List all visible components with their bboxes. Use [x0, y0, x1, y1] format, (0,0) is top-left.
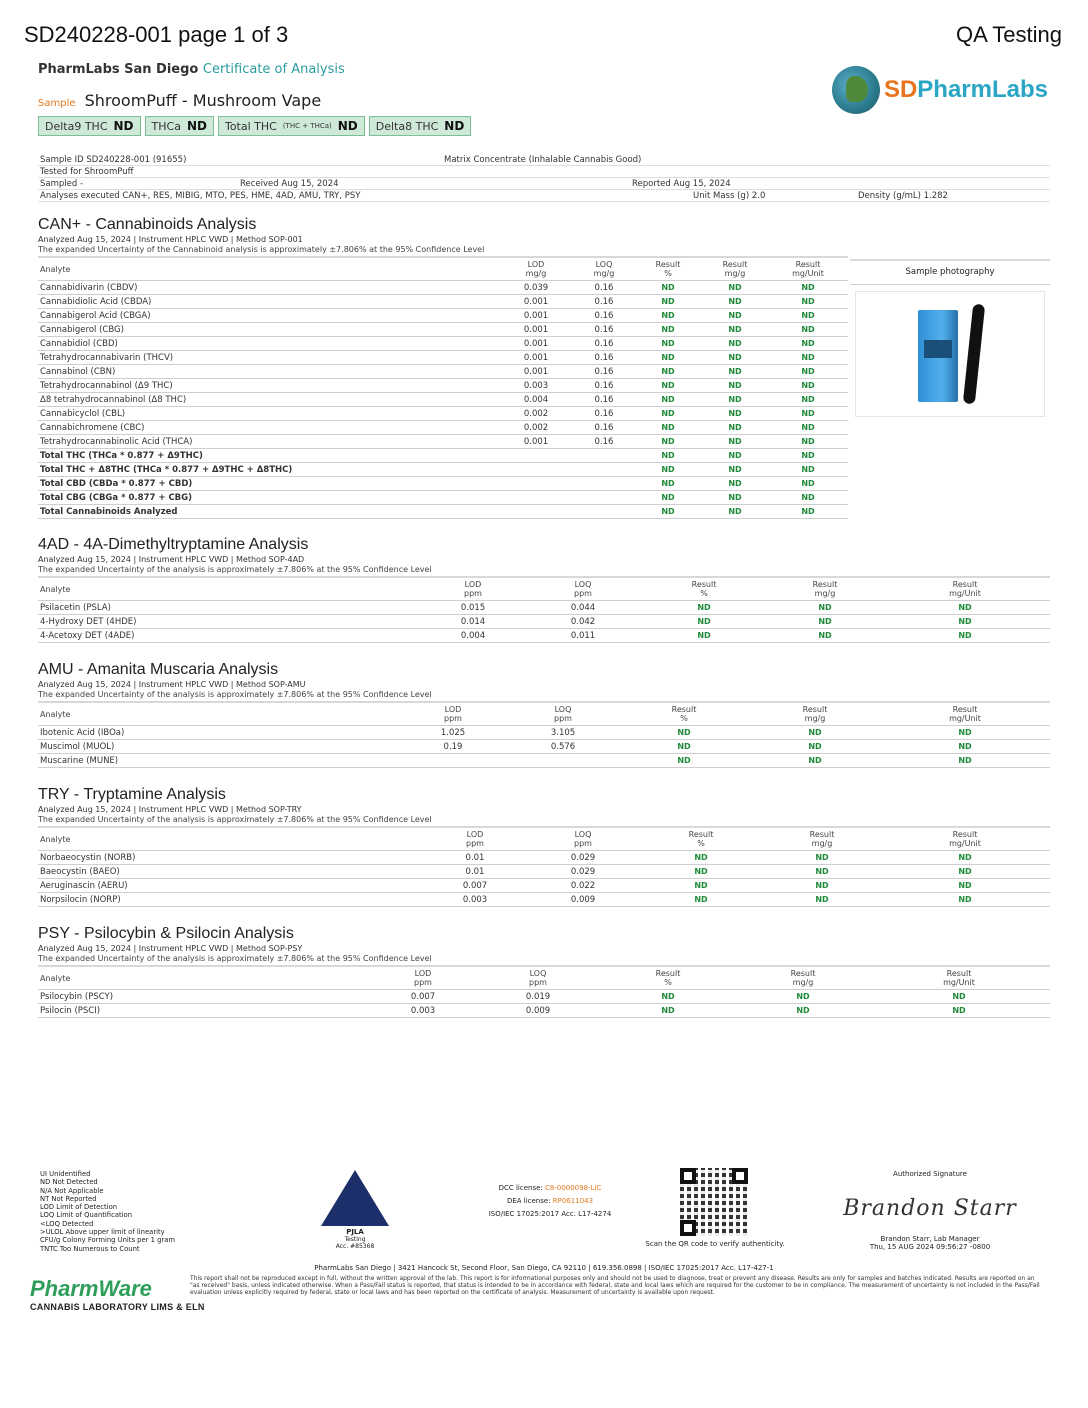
psy-header-cell: Result mg/Unit [943, 969, 975, 987]
psy-header-cell: Analyte [40, 973, 71, 983]
license-info: DCC license: C8-0000098-LIC DEA license: RP0611043 ISO/IEC 17025:2017 Acc. L17-4274 [488, 1184, 612, 1218]
psy-title: PSY - Psilocybin & Psilocin Analysis [38, 925, 294, 942]
table-row: Cannabichromene (CBC) 0.002 0.16 ND ND ND [38, 421, 848, 435]
can-title: CAN+ - Cannabinoids Analysis [38, 216, 257, 233]
table-row: Norpsilocin (NORP) 0.003 0.009 ND ND ND [38, 893, 1050, 907]
table-row: Tetrahydrocannabinolic Acid (THCA) 0.001 0.16 ND ND ND [38, 435, 848, 449]
sample-photo [855, 291, 1045, 417]
psy-table [38, 965, 1050, 1018]
table-row: Total CBG (CBGa * 0.877 + CBG) ND ND ND [38, 491, 848, 505]
table-row: Cannabigerol (CBG) 0.001 0.16 ND ND ND [38, 323, 848, 337]
4ad-title: 4AD - 4A-Dimethyltryptamine Analysis [38, 536, 309, 553]
amu-header-cell: Analyte [40, 709, 71, 719]
table-row: Δ8 tetrahydrocannabinol (Δ8 THC) 0.004 0.16 ND ND ND [38, 393, 848, 407]
psy-header-cell: Result mg/g [790, 969, 816, 987]
table-row: Total THC (THCa * 0.877 + Δ9THC) ND ND ND [38, 449, 848, 463]
legend-item: CFU/g Colony Forming Units per 1 gram [40, 1236, 175, 1245]
table-row: Cannabidiol (CBD) 0.001 0.16 ND ND ND [38, 337, 848, 351]
reported: Reported Aug 15, 2024 [632, 179, 731, 189]
table-row: Total CBD (CBDa * 0.877 + CBD) ND ND ND [38, 477, 848, 491]
4ad-note: The expanded Uncertainty of the analysis is approximately ±7.806% at the 95% Confidence Level [38, 565, 432, 574]
table-row: Tetrahydrocannabivarin (THCV) 0.001 0.16 ND ND ND [38, 351, 848, 365]
page-indicator: SD240228-001 page 1 of 3 [24, 22, 289, 47]
badge-thca: THCa ND [145, 116, 214, 136]
amu-header-cell: LOQ ppm [554, 705, 572, 723]
table-row: Total THC + Δ8THC (THCa * 0.877 + Δ9THC + Δ8THC) ND ND ND [38, 463, 848, 477]
try-header-cell: Result % [688, 830, 714, 848]
legend-item: LOQ Limit of Quantification [40, 1211, 133, 1220]
amu-header-cell: LOD ppm [444, 705, 462, 723]
table-row: Cannabidiolic Acid (CBDA) 0.001 0.16 ND ND ND [38, 295, 848, 309]
4ad-table [38, 576, 1050, 643]
table-row: Tetrahydrocannabinol (Δ9 THC) 0.003 0.16 ND ND ND [38, 379, 848, 393]
psy-subtitle: Analyzed Aug 15, 2024 | Instrument HPLC VWD | Method SOP-PSY [38, 944, 303, 953]
lab-name: PharmLabs San Diego [38, 62, 199, 77]
sample-name: ShroomPuff - Mushroom Vape [84, 91, 322, 110]
table-row: Cannabidivarin (CBDV) 0.039 0.16 ND ND ND [38, 281, 848, 295]
tested-for: Tested for ShroomPuff [40, 167, 134, 177]
pharmware-logo: PharmWare CANNABIS LABORATORY LIMS & ELN [30, 1276, 205, 1312]
legend-item: NT Not Reported [40, 1194, 97, 1203]
try-header-cell: Result mg/g [809, 830, 835, 848]
density: Density (g/mL) 1.282 [858, 191, 948, 201]
legend-item: >ULOL Above upper limit of linearity [40, 1228, 165, 1237]
coa-label: Certificate of Analysis [202, 62, 345, 77]
can-header-cell: Result % [655, 260, 681, 278]
can-header-cell: LOQ mg/g [593, 260, 615, 278]
table-row: Aeruginascin (AERU) 0.007 0.022 ND ND ND [38, 879, 1050, 893]
table-row: Muscarine (MUNE) ND ND ND [38, 754, 1050, 768]
table-row: Psilocin (PSCI) 0.003 0.009 ND ND ND [38, 1004, 1050, 1018]
sample-metadata [38, 154, 1050, 202]
table-row: 4-Hydroxy DET (4HDE) 0.014 0.042 ND ND ND [38, 615, 1050, 629]
badge-delta8: Delta8 THC ND [369, 116, 472, 136]
analyses-executed: Analyses executed CAN+, RES, MIBIG, MTO, PES, HME, 4AD, AMU, TRY, PSY [40, 191, 361, 201]
legend-item: N/A Not Applicable [40, 1186, 104, 1195]
amu-header-cell: Result mg/g [802, 705, 828, 723]
matrix: Matrix Concentrate (Inhalable Cannabis Good) [444, 155, 642, 165]
4ad-subtitle: Analyzed Aug 15, 2024 | Instrument HPLC VWD | Method SOP-4AD [38, 555, 305, 564]
4ad-section [38, 536, 1050, 643]
try-header-cell: Analyte [40, 834, 71, 844]
sampled: Sampled - [40, 179, 84, 189]
fourad-header-cell: LOD ppm [464, 580, 482, 598]
can-header-cell: LOD mg/g [525, 260, 547, 278]
table-row: Cannabigerol Acid (CBGA) 0.001 0.16 ND ND ND [38, 309, 848, 323]
amu-header-cell: Result % [671, 705, 697, 723]
table-row: Muscimol (MUOL) 0.19 0.576 ND ND ND [38, 740, 1050, 754]
globe-icon [832, 66, 880, 114]
unit-mass: Unit Mass (g) 2.0 [693, 191, 766, 201]
disclaimer: This report shall not be reproduced except in full, without the written approval of the lab. This report is for informational purposes only and should not be used to diagnose, treat or prevent any disease. Results are only for samples and batches indicated. Results are reported on an "as received" basis, unless indicated otherwise. When a Pass/Fail status is reported, that status is intended to be in accordance with federal, state and local laws which are required for the customer to be in compliance. The measurement of uncertainty is not included in the Pass/Fail evaluation unless explicitly required by federal, state or local laws and has been reported on the certificate of analysis. Measurement of uncertainty is available upon request. [190, 1275, 1040, 1296]
signature-script: Brandon Starr [843, 1196, 1017, 1221]
sdpharmlabs-logo: SDPharmLabs [832, 66, 1048, 114]
authorized-signature: Authorized Signature Brandon Starr Brandon Starr, Lab Manager Thu, 15 AUG 2024 09:56:27 -0800 [830, 1170, 1030, 1251]
fourad-header-cell: Result % [691, 580, 717, 598]
legend-item: ND Not Detected [40, 1178, 98, 1187]
table-row: Cannabinol (CBN) 0.001 0.16 ND ND ND [38, 365, 848, 379]
try-section [38, 786, 1050, 907]
sample-tag: Sample [38, 98, 76, 109]
table-row: Baeocystin (BAEO) 0.01 0.029 ND ND ND [38, 865, 1050, 879]
table-row: Ibotenic Acid (IBOa) 1.025 3.105 ND ND ND [38, 726, 1050, 740]
abbreviation-legend [40, 1170, 175, 1253]
try-title: TRY - Tryptamine Analysis [38, 786, 226, 803]
table-row: Psilacetin (PSLA) 0.015 0.044 ND ND ND [38, 601, 1050, 615]
qr-caption: Scan the QR code to verify authenticity. [645, 1240, 785, 1248]
psy-header-cell: LOQ ppm [529, 969, 547, 987]
can-subtitle: Analyzed Aug 15, 2024 | Instrument HPLC VWD | Method SOP-001 [38, 235, 303, 244]
can-section [38, 216, 848, 519]
lab-address: PharmLabs San Diego | 3421 Hancock St, Second Floor, San Diego, CA 92110 | 619.356.0898 | ISO/IEC 17025:2017 Acc. L17-427-1 [314, 1264, 774, 1272]
psy-header-cell: Result % [655, 969, 681, 987]
sample-id: Sample ID SD240228-001 (91655) [40, 155, 187, 165]
table-row: Norbaeocystin (NORB) 0.01 0.029 ND ND ND [38, 851, 1050, 865]
qa-testing-label: QA Testing [956, 22, 1062, 47]
summary-badges [38, 116, 1050, 136]
try-header-cell: Result mg/Unit [949, 830, 981, 848]
pjla-triangle-icon [321, 1170, 389, 1226]
fourad-header-cell: Analyte [40, 584, 71, 594]
can-header-cell: Result mg/Unit [792, 260, 824, 278]
legend-item: LOD Limit of Detection [40, 1203, 118, 1212]
try-subtitle: Analyzed Aug 15, 2024 | Instrument HPLC VWD | Method SOP-TRY [38, 805, 302, 814]
can-table [38, 256, 848, 519]
pjla-accreditation: PJLA Testing Acc. #85368 [318, 1170, 392, 1250]
received: Received Aug 15, 2024 [240, 179, 339, 189]
table-row: Psilocybin (PSCY) 0.007 0.019 ND ND ND [38, 990, 1050, 1004]
table-row: Total Cannabinoids Analyzed ND ND ND [38, 505, 848, 519]
package-image [918, 310, 958, 402]
legend-item: UI Unidentified [40, 1170, 91, 1178]
can-note: The expanded Uncertainty of the Cannabinoid analysis is approximately ±7.806% at the 95% Confidence Level [38, 245, 485, 254]
try-header-cell: LOD ppm [466, 830, 484, 848]
table-row: Cannabicyclol (CBL) 0.002 0.16 ND ND ND [38, 407, 848, 421]
fourad-header-cell: Result mg/g [812, 580, 838, 598]
amu-section [38, 661, 1050, 768]
fourad-header-cell: LOQ ppm [574, 580, 592, 598]
try-header-cell: LOQ ppm [574, 830, 592, 848]
can-header-cell: Analyte [40, 264, 71, 274]
psy-note: The expanded Uncertainty of the analysis is approximately ±7.806% at the 95% Confidence Level [38, 954, 432, 963]
try-table [38, 826, 1050, 907]
try-note: The expanded Uncertainty of the analysis is approximately ±7.806% at the 95% Confidence Level [38, 815, 432, 824]
legend-item: <LOQ Detected [40, 1219, 94, 1228]
amu-header-cell: Result mg/Unit [949, 705, 981, 723]
sample-photo-label: Sample photography [850, 259, 1050, 285]
fourad-header-cell: Result mg/Unit [949, 580, 981, 598]
can-header-cell: Result mg/g [722, 260, 748, 278]
psy-section [38, 925, 1050, 1018]
table-row: 4-Acetoxy DET (4ADE) 0.004 0.011 ND ND ND [38, 629, 1050, 643]
badge-total-thc: Total THC (THC + THCa) ND [218, 116, 365, 136]
badge-delta9: Delta9 THC ND [38, 116, 141, 136]
amu-title: AMU - Amanita Muscaria Analysis [38, 661, 279, 678]
legend-item: TNTC Too Numerous to Count [40, 1244, 140, 1253]
amu-note: The expanded Uncertainty of the analysis is approximately ±7.806% at the 95% Confidence Level [38, 690, 432, 699]
amu-table [38, 701, 1050, 768]
vape-pen-image [963, 304, 985, 405]
amu-subtitle: Analyzed Aug 15, 2024 | Instrument HPLC VWD | Method SOP-AMU [38, 680, 306, 689]
sample-photo-column [850, 259, 1050, 417]
psy-header-cell: LOD ppm [414, 969, 432, 987]
